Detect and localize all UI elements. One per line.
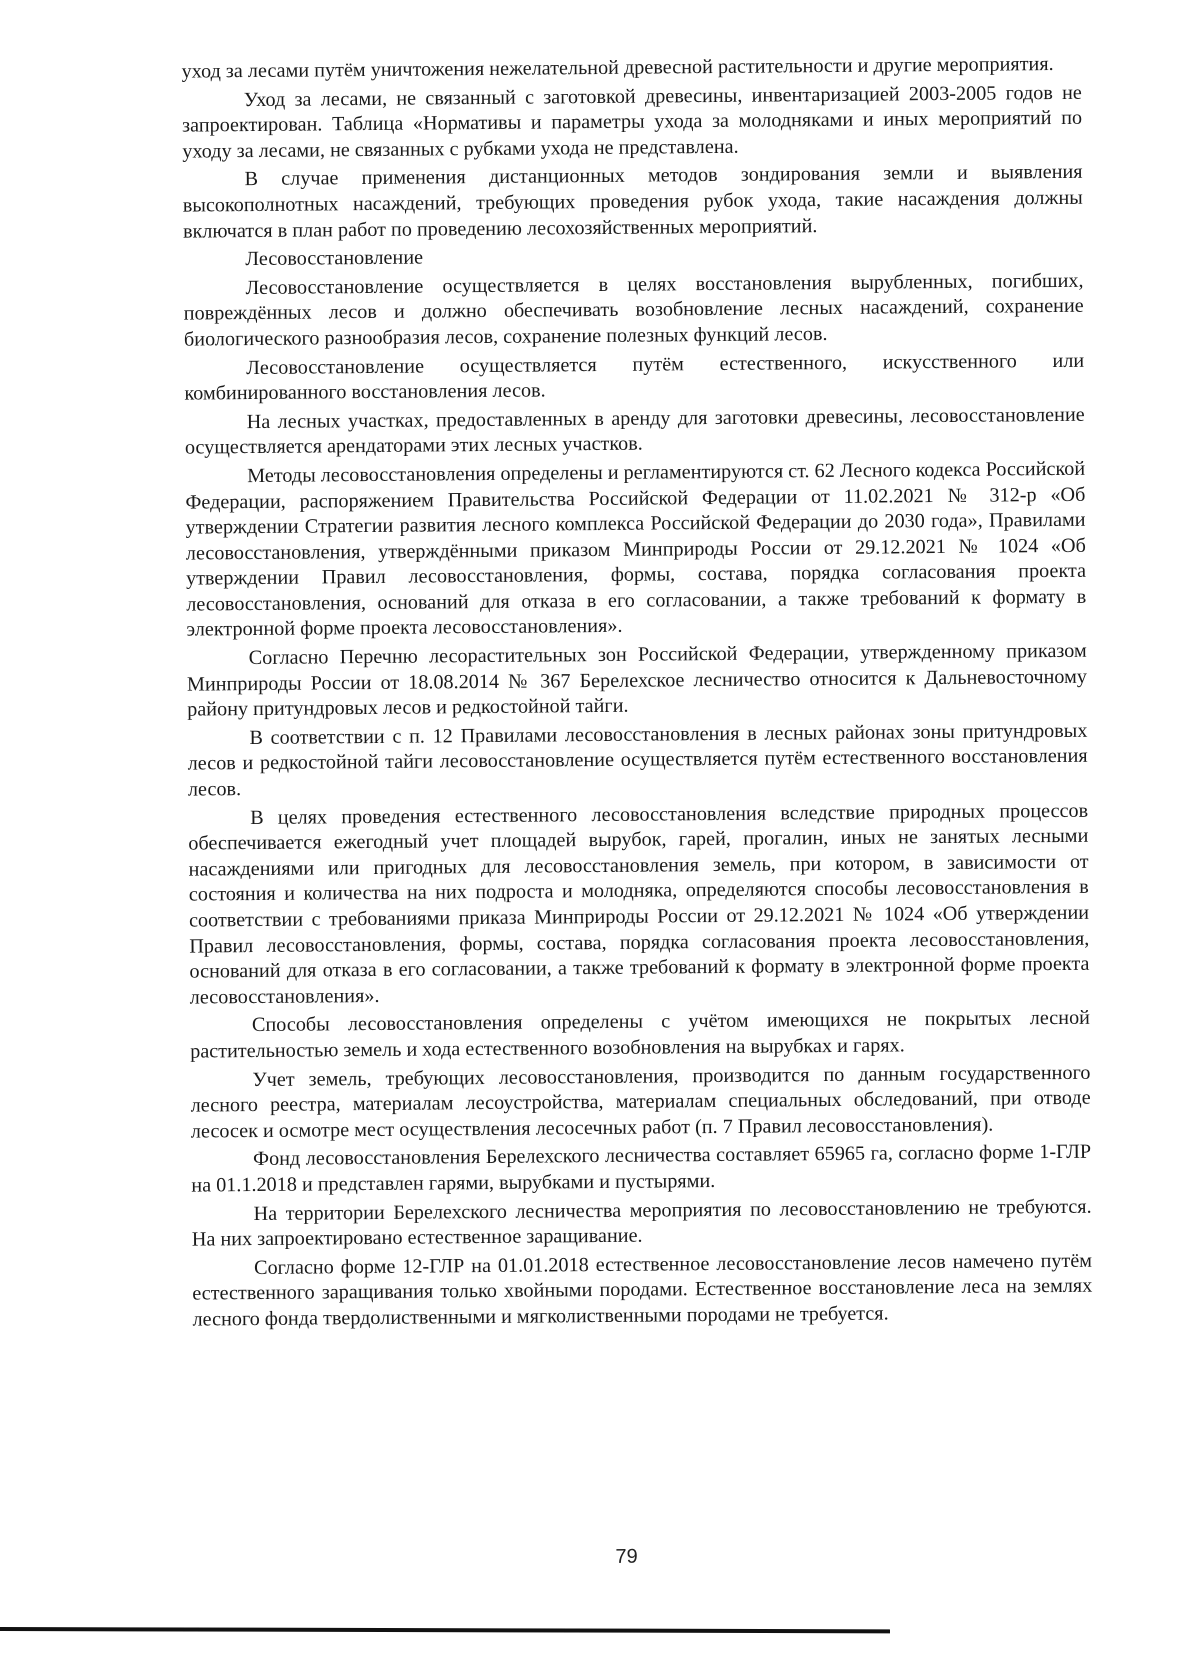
paragraph-reforestation-purpose: Лесовосстановление осуществляется в целях восстановления вырубленных, погибших, повреждённых лесов и должно обеспечивать возобновление лесных насаждений, сохранение биологического разнообразия лесов, сохранение полезных функций лесов. [183, 269, 1084, 351]
paragraph-remote-sensing: В случае применения дистанционных методов зондирования земли и выявления высокополнотных насаждений, требующих проведения рубок ухода, такие насаждения должны включатся в план работ по проведению лесохозяйственных мероприятий. [182, 161, 1083, 243]
paragraph-rule-12: В соответствии с п. 12 Правилами лесовосстановления в лесных районах зоны притундровых лесов и редкостойной тайги лесовосстановление осуществляется путём естественного восстановления лесов. [187, 719, 1088, 801]
paragraph-land-accounting: Учет земель, требующих лесовосстановления, производится по данным государственного лесного реестра, материалам лесоустройства, материалам специальных обследований, при отводе лесосек и осмотре мест осуществления лесосечных работ (п. 7 Правил лесовосстановления). [190, 1061, 1091, 1143]
paragraph-forest-care-continuation: уход за лесами путём уничтожения нежелательной древесной растительности и другие мероприятия. [181, 53, 1054, 83]
page-number: 79 [615, 1545, 638, 1568]
paragraph-forest-care-not-planned: Уход за лесами, не связанный с заготовкой древесины, инвентаризацией 2003-2005 годов не запроектирован. Таблица «Нормативы и параметры ухода за молодняками и иных мероприятий по уходу за лесами, не связанных с рубками ухода не представлена. [182, 81, 1083, 163]
paragraph-no-measures-required: На территории Берелехского лесничества мероприятия по лесовосстановлению не требуются. На них запроектировано естественное заращивание. [191, 1195, 1092, 1251]
paragraph-forest-zones: Согласно Перечню лесорастительных зон Российской Федерации, утвержденному приказом Минприроды России от 18.08.2014 № 367 Берелехское лесничество относится к Дальневосточному району притундровых лесов и редкостойной тайги. [186, 639, 1088, 721]
paragraph-reforestation-methods-defined: Способы лесовосстановления определены с учётом имеющихся не покрытых лесной растительностью земель и хода естественного возобновления на вырубках и гарях. [190, 1007, 1091, 1063]
paragraph-legal-basis: Методы лесовосстановления определены и регламентируются ст. 62 Лесного кодекса Российской Федерации, распоряжением Правительства Российской Федерации от 11.02.2021 № 312-р «Об утверждении Стратегии развития лесного комплекса Российской Федерации до 2030 года», Правилами лесовосстановления, утверждёнными приказом Минприроды России от 29.12.2021 № 1024 «Об утверждении Правил лесовосстановления, формы, состава, порядка согласования проекта лесовосстановления, оснований для отказа в его согласовании, а также требований к формату в электронной форме проекта лесовосстановления». [185, 457, 1087, 642]
paragraph-form-12-glr: Согласно форме 12-ГЛР на 01.01.2018 естественное лесовосстановление лесов намечено путём естественного заращивания только хвойными породами. Естественное восстановление леса на землях лесного фонда твердолиственными и мягколиственными породами не требуется. [192, 1249, 1093, 1331]
paragraph-leased-plots: На лесных участках, предоставленных в аренду для заготовки древесины, лесовосстановление осуществляется арендаторами этих лесных участков. [184, 403, 1085, 459]
body-text [182, 52, 1093, 1333]
paragraph-reforestation-methods: Лесовосстановление осуществляется путём естественного, искусственного или комбинированного восстановления лесов. [184, 349, 1085, 405]
paragraph-natural-reforestation: В целях проведения естественного лесовосстановления вследствие природных процессов обеспечивается ежегодный учет площадей вырубок, гарей, прогалин, иных не занятых лесными насаждениями или пригодных для лесовосстановления земель, при котором, в зависимости от состояния и количества на них подроста и молодняка, определяются способы лесовосстановления в соответствии с требованиями приказа Минприроды России от 29.12.2021 № 1024 «Об утверждении Правил лесовосстановления, формы, состава, порядка согласования проекта лесовосстановления, оснований для отказа в его согласовании, а также требований к формату в электронной форме проекта лесовосстановления». [188, 799, 1090, 1009]
section-heading-reforestation: Лесовосстановление [245, 246, 424, 271]
paragraph-reforestation-fund: Фонд лесовосстановления Берелехского лесничества составляет 65965 га, согласно форме 1-ГЛР на 01.1.2018 и представлен гарями, вырубками и пустырями. [191, 1141, 1092, 1197]
